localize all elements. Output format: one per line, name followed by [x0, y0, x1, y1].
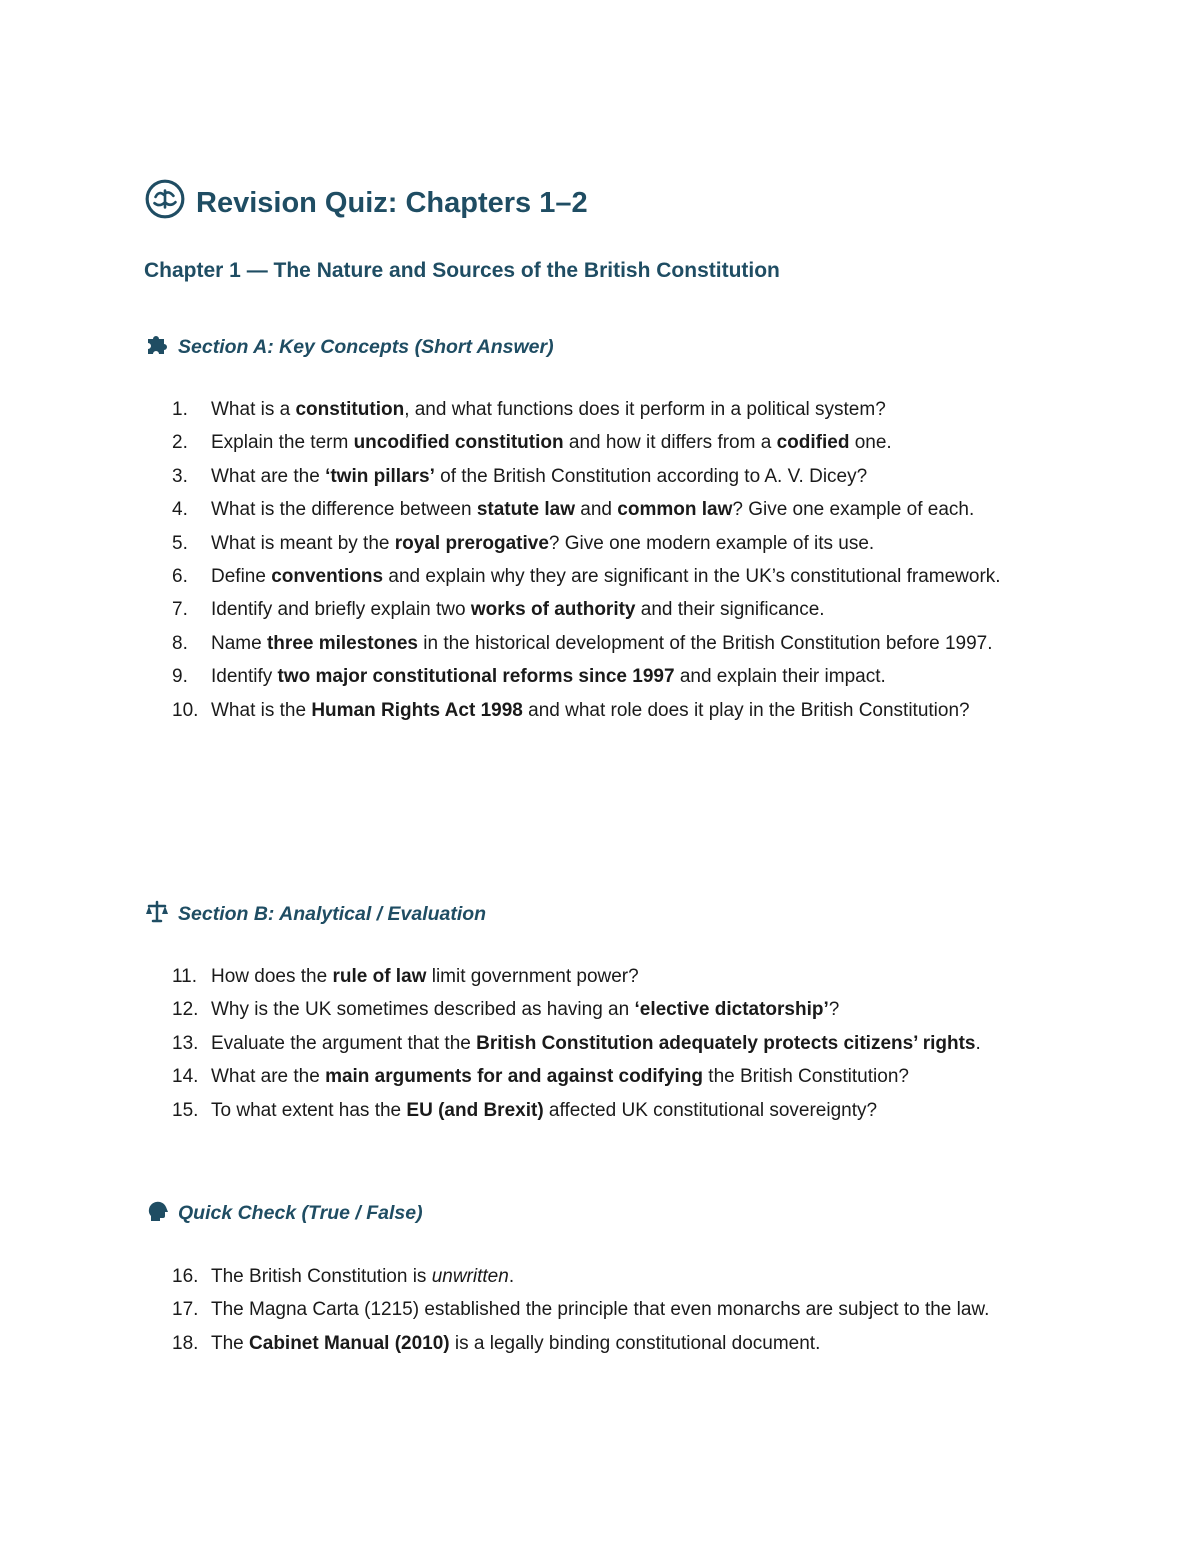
- question-key-term: main arguments for and against codifying: [325, 1066, 704, 1088]
- question-number: 18.: [172, 1332, 199, 1354]
- question-text: ? Give one modern example of its use.: [548, 532, 875, 554]
- question-item: [172, 527, 1072, 560]
- quick-check-heading: [144, 1197, 423, 1229]
- question-item: [172, 460, 1072, 493]
- question-text: affected UK constitutional sovereignty?: [543, 1099, 878, 1121]
- question-number: 10.: [172, 699, 199, 721]
- question-text: , and what functions does it perform in a political system?: [404, 399, 886, 420]
- brain-icon: [144, 178, 186, 228]
- question-number: 4.: [172, 499, 188, 521]
- question-item: [172, 1027, 1072, 1060]
- quick-check-questions: [172, 1260, 1072, 1360]
- question-key-term: Human Rights Act 1998: [311, 699, 523, 721]
- question-text: What are the: [211, 465, 326, 487]
- question-text: Explain the term: [211, 432, 354, 454]
- question-key-term: conventions: [271, 566, 384, 588]
- page-title: [144, 178, 588, 228]
- section-b-questions: [172, 960, 1072, 1127]
- question-text: is a legally binding constitutional document.: [449, 1332, 821, 1354]
- question-number: 1.: [172, 399, 188, 420]
- question-text: one.: [849, 432, 892, 454]
- question-item: [172, 993, 1072, 1026]
- section-b-title: Section B: Analytical / Evaluation: [178, 902, 487, 925]
- section-a-heading: [144, 331, 554, 363]
- question-key-term: two major constitutional reforms since 1997: [277, 666, 675, 688]
- question-item: [172, 1260, 1072, 1293]
- question-text: in the historical development of the British Constitution before 1997.: [417, 632, 993, 654]
- question-item: [172, 1327, 1072, 1360]
- question-item: [172, 1060, 1072, 1093]
- question-text: What is meant by the: [211, 532, 395, 554]
- question-text: of the British Constitution according to A. V. Dicey?: [434, 465, 868, 487]
- question-item: [172, 960, 1072, 993]
- question-key-term: Cabinet Manual (2010): [249, 1332, 450, 1354]
- question-key-term: constitution: [295, 399, 405, 420]
- question-text: the British Constitution?: [703, 1066, 909, 1088]
- question-number: 3.: [172, 465, 188, 487]
- question-text: The Magna Carta (1215) established the principle that even monarchs are subject to the law.: [211, 1299, 990, 1321]
- question-key-term: works of authority: [470, 599, 636, 621]
- chapter-heading: Chapter 1 — The Nature and Sources of the British Constitution: [144, 259, 780, 282]
- question-item: [172, 426, 1072, 459]
- question-text: ? Give one example of each.: [732, 499, 975, 521]
- question-text: and: [575, 499, 618, 521]
- question-number: 2.: [172, 432, 188, 454]
- question-key-term: royal prerogative: [394, 532, 549, 554]
- question-number: 8.: [172, 632, 188, 654]
- question-text: ?: [828, 999, 840, 1021]
- question-text: What are the: [211, 1066, 326, 1088]
- section-b-heading: [144, 898, 486, 930]
- question-key-term: EU (and Brexit): [406, 1099, 544, 1121]
- question-text: Identify and briefly explain two: [211, 599, 471, 621]
- question-item: [172, 1293, 1072, 1326]
- question-number: 12.: [172, 999, 199, 1021]
- question-number: 13.: [172, 1032, 199, 1054]
- question-key-term: ‘twin pillars’: [325, 465, 435, 487]
- question-text: and what role does it play in the British Constitution?: [522, 699, 970, 721]
- question-item: [172, 593, 1072, 626]
- question-number: 7.: [172, 599, 188, 621]
- puzzle-icon: [144, 331, 170, 363]
- question-number: 9.: [172, 666, 188, 688]
- question-text: and explain their impact.: [674, 666, 886, 688]
- question-text: and explain why they are significant in the UK’s constitutional framework.: [383, 566, 1001, 588]
- page-title-text: Revision Quiz: Chapters 1–2: [196, 186, 588, 219]
- question-text: .: [508, 1266, 515, 1287]
- speech-head-icon: [144, 1197, 170, 1229]
- question-number: 14.: [172, 1066, 199, 1088]
- question-key-term: common law: [617, 499, 733, 521]
- question-text: limit government power?: [426, 966, 639, 987]
- question-key-term: rule of law: [332, 966, 427, 987]
- question-key-term: ‘elective dictatorship’: [634, 999, 829, 1021]
- question-text: To what extent has the: [211, 1099, 407, 1121]
- question-key-term: statute law: [476, 499, 576, 521]
- question-number: 16.: [172, 1266, 199, 1287]
- question-text: Evaluate the argument that the: [211, 1032, 477, 1054]
- question-number: 17.: [172, 1299, 199, 1321]
- question-text: The British Constitution is: [211, 1266, 432, 1287]
- question-number: 6.: [172, 566, 188, 588]
- question-item: [172, 1094, 1072, 1127]
- question-number: 5.: [172, 532, 188, 554]
- question-text: Why is the UK sometimes described as having an: [211, 999, 635, 1021]
- section-a-questions: [172, 393, 1072, 727]
- question-text: What is the: [211, 699, 312, 721]
- scales-icon: [144, 898, 170, 930]
- question-text: Identify: [211, 666, 278, 688]
- question-key-term: uncodified constitution: [353, 432, 564, 454]
- question-key-term: three milestones: [266, 632, 418, 654]
- question-item: [172, 694, 1072, 727]
- question-key-term: British Constitution adequately protects citizens’ rights: [476, 1032, 976, 1054]
- question-number: 11.: [172, 966, 198, 987]
- question-text: Name: [211, 632, 267, 654]
- question-item: [172, 493, 1072, 526]
- question-text: .: [975, 1032, 981, 1054]
- question-item: [172, 393, 1072, 426]
- question-text: Define: [211, 566, 272, 588]
- question-text: What is the difference between: [211, 499, 477, 521]
- question-number: 15.: [172, 1099, 199, 1121]
- quick-check-title: Quick Check (True / False): [178, 1201, 423, 1224]
- question-item: [172, 627, 1072, 660]
- question-emphasis: unwritten: [431, 1266, 509, 1287]
- section-a-title: Section A: Key Concepts (Short Answer): [178, 335, 554, 358]
- question-key-term: codified: [776, 432, 850, 454]
- question-text: and their significance.: [635, 599, 825, 621]
- question-text: How does the: [211, 966, 333, 987]
- question-text: and how it differs from a: [563, 432, 777, 454]
- question-item: [172, 660, 1072, 693]
- question-text: What is a: [211, 399, 296, 420]
- question-item: [172, 560, 1072, 593]
- question-text: The: [211, 1332, 250, 1354]
